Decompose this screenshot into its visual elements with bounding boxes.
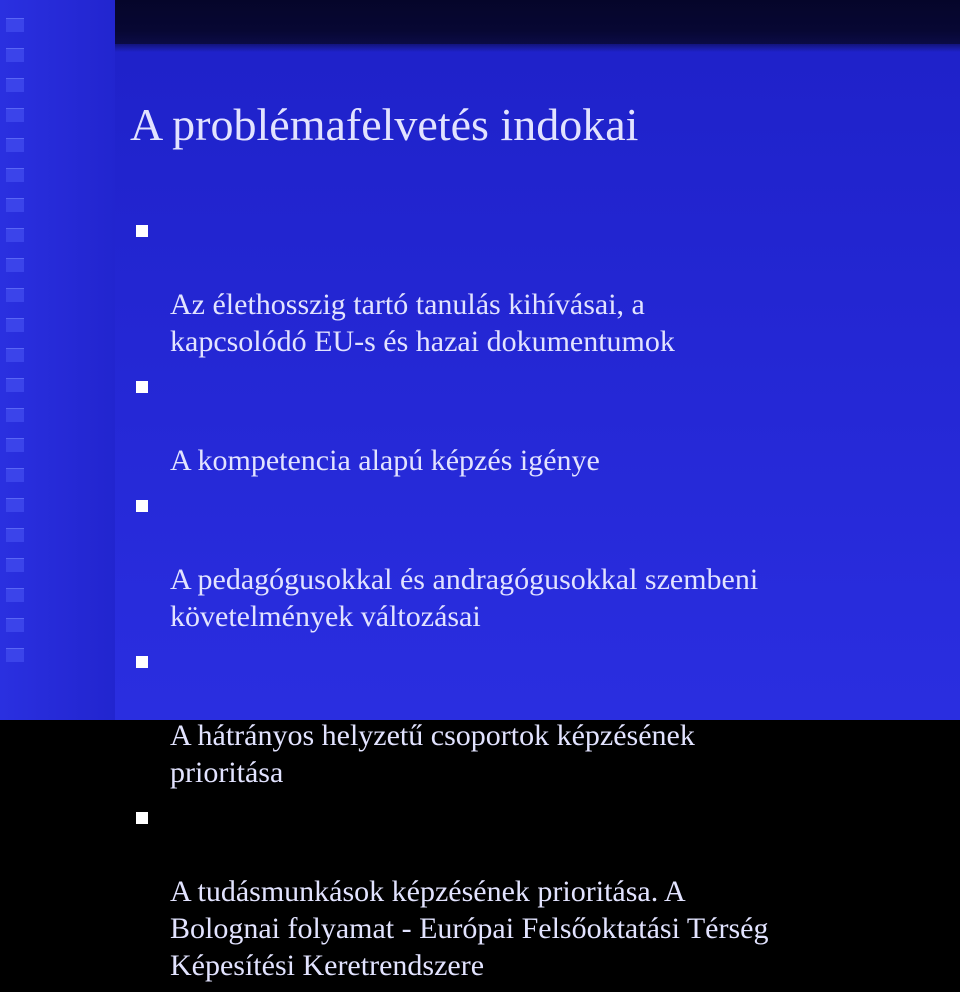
bullet-item bbox=[130, 212, 930, 360]
bullet-text: A kompetencia alapú képzés igénye bbox=[170, 444, 600, 477]
strip-square bbox=[6, 588, 24, 602]
strip-square bbox=[6, 528, 24, 542]
strip-square bbox=[6, 438, 24, 452]
bullet-text: A pedagógusokkal és andragógusokkal szembeni követelmények változásai bbox=[170, 563, 759, 633]
strip-square bbox=[6, 18, 24, 32]
slide-title: A problémafelvetés indokai bbox=[130, 99, 639, 150]
strip-square bbox=[6, 618, 24, 632]
strip-square bbox=[6, 648, 24, 662]
strip-square bbox=[6, 198, 24, 212]
square-bullet-icon bbox=[136, 225, 148, 237]
strip-square bbox=[6, 258, 24, 272]
bullet-text: A tudásmunkások képzésének prioritása. A Bolognai folyamat - Európai Felsőoktatási Térség Képesítési Keretrendszere bbox=[170, 875, 769, 982]
square-bullet-icon bbox=[136, 381, 148, 393]
left-decorative-strip bbox=[0, 0, 115, 720]
strip-square bbox=[6, 108, 24, 122]
top-band-shadow bbox=[115, 44, 960, 52]
strip-square bbox=[6, 408, 24, 422]
strip-square bbox=[6, 378, 24, 392]
strip-square bbox=[6, 168, 24, 182]
square-bullet-icon bbox=[136, 812, 148, 824]
square-bullet-icon bbox=[136, 500, 148, 512]
strip-square bbox=[6, 558, 24, 572]
top-dark-band bbox=[115, 0, 960, 44]
strip-square bbox=[6, 318, 24, 332]
strip-square bbox=[6, 498, 24, 512]
square-bullet-icon bbox=[136, 656, 148, 668]
strip-square bbox=[6, 228, 24, 242]
strip-square bbox=[6, 78, 24, 92]
bullet-item bbox=[130, 487, 930, 635]
bullet-item bbox=[130, 799, 930, 984]
bullet-text: Az élethosszig tartó tanulás kihívásai, a kapcsolódó EU-s és hazai dokumentumok bbox=[170, 288, 675, 358]
bullet-item bbox=[130, 368, 930, 479]
strip-square bbox=[6, 468, 24, 482]
strip-square bbox=[6, 288, 24, 302]
strip-square bbox=[6, 138, 24, 152]
bullet-list bbox=[130, 212, 930, 992]
strip-square bbox=[6, 48, 24, 62]
strip-square bbox=[6, 348, 24, 362]
bullet-text: A hátrányos helyzetű csoportok képzésének prioritása bbox=[170, 719, 695, 789]
bullet-item bbox=[130, 643, 930, 791]
